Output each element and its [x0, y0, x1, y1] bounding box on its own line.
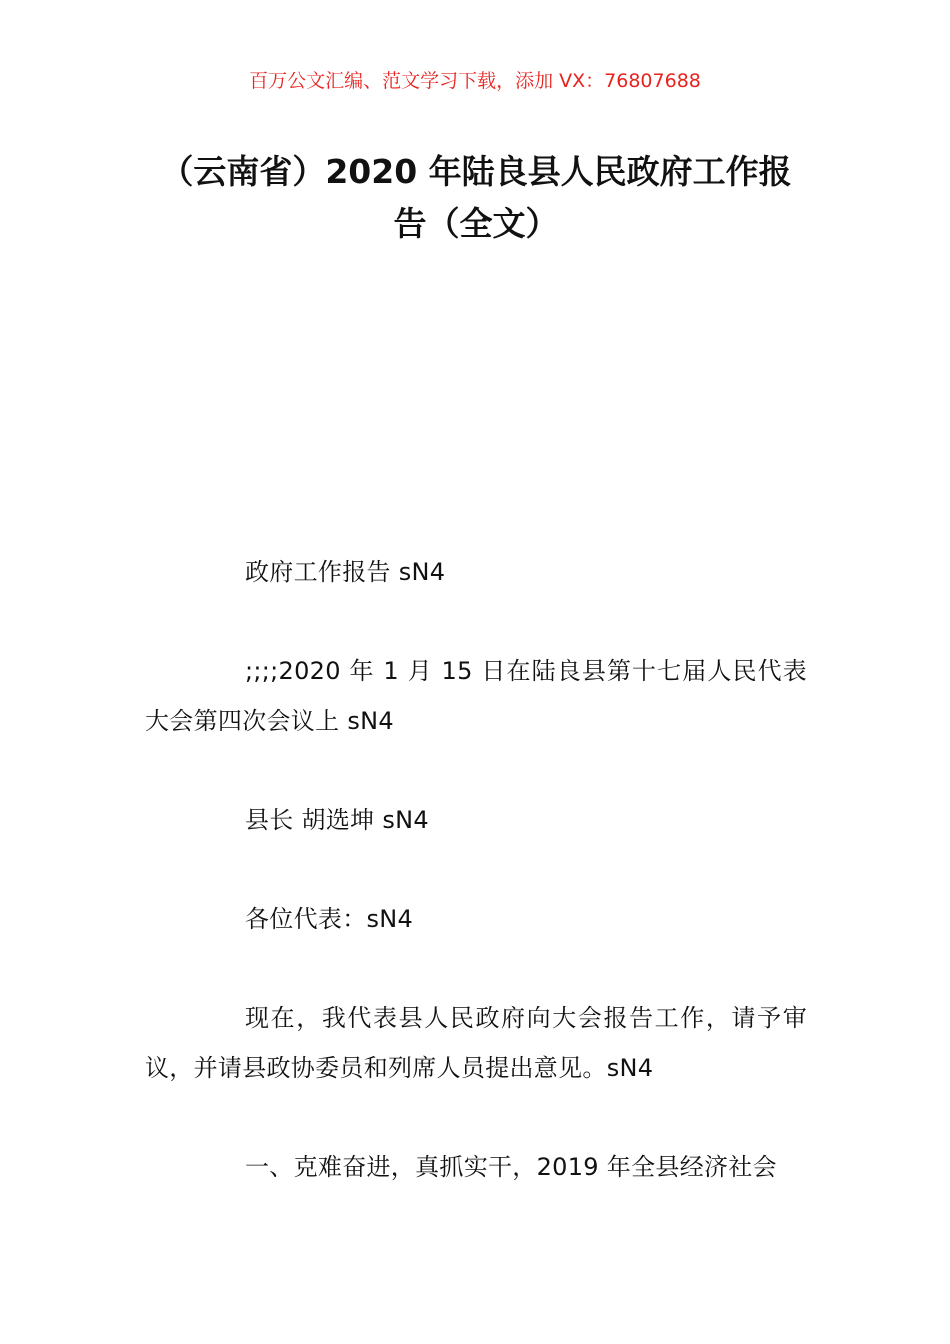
- paragraph-report-label: 政府工作报告 sN4: [245, 558, 446, 586]
- document-title: （云南省）2020 年陆良县人民政府工作报告（全文）: [160, 152, 792, 243]
- paragraph-section-one-heading: 一、克难奋进，真抓实干，2019 年全县经济社会: [245, 1153, 777, 1181]
- promo-header-note: 百万公文汇编、范文学习下载，添加 VX：76807688: [249, 70, 701, 92]
- paragraph-meeting-date: ;;;;2020 年 1 月 15 日在陆良县第十七届人民代表大会第四次会议上 sN4: [145, 657, 807, 735]
- document-body: [145, 547, 807, 1241]
- paragraph-salutation: 各位代表：sN4: [245, 905, 414, 933]
- paragraph-intro: 现在，我代表县人民政府向大会报告工作，请予审议，并请县政协委员和列席人员提出意见。sN4: [145, 1004, 807, 1082]
- paragraph-speaker: 县长 胡选坤 sN4: [245, 806, 429, 834]
